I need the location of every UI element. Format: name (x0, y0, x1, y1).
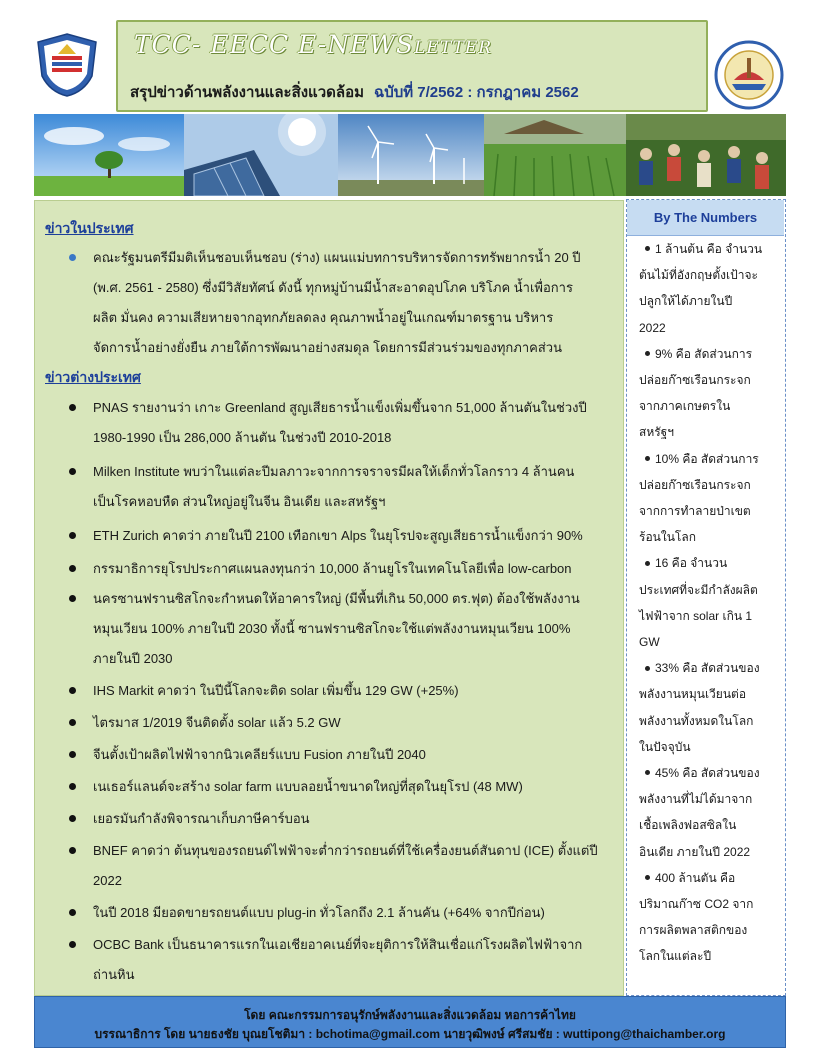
bullet-icon (69, 847, 76, 854)
bullet-icon (69, 719, 76, 726)
numbers-line: จากการทำลายป่าเขต (639, 504, 751, 519)
newsletter-subtitle: สรุปข่าวด้านพลังงานและสิ่งแวดล้อม ฉบับที่ 7/2562 : กรกฎาคม 2562 (130, 84, 579, 101)
numbers-line: ปล่อยก๊าซเรือนกระจก (639, 477, 751, 492)
numbers-line: 9% คือ สัดส่วนการ (639, 341, 783, 367)
numbers-line: GW (639, 635, 660, 650)
tcc-eecc-logo (34, 32, 100, 98)
header-banner (116, 20, 708, 112)
numbers-line: อินเดีย ภายในปี 2022 (639, 844, 751, 859)
list-item: BNEF คาดว่า ต้นทุนของรถยนต์ไฟฟ้าจะต่ำกว่ารถยนต์ที่ใช้เครื่องยนต์สันดาป (ICE) ตั้งแต่ปี 2022 (35, 836, 625, 896)
numbers-line: ปลูกให้ได้ภายในปี (639, 294, 733, 309)
tree-field-photo (34, 114, 184, 196)
numbers-line: ไฟฟ้าจาก solar เกิน 1 (639, 608, 753, 623)
numbers-line: ปล่อยก๊าซเรือนกระจก (639, 373, 751, 388)
numbers-line: 33% คือ สัดส่วนของ (639, 655, 783, 681)
bullet-icon (69, 687, 76, 694)
list-item: PNAS รายงานว่า เกาะ Greenland สูญเสียธารน้ำแข็งเพิ่มขึ้นจาก 51,000 ล้านตันในช่วงปี 1980-1990 เป็น 286,000 ล้านตัน ในช่วงปี 2010-2018 (35, 393, 625, 453)
international-news-heading: ข่าวต่างประเทศ (45, 369, 141, 385)
domestic-news-list (35, 243, 625, 363)
by-the-numbers-sidebar (626, 199, 786, 996)
list-item: ETH Zurich คาดว่า ภายในปี 2100 เทือกเขา Alps ในยุโรปจะสูญเสียธารน้ำแข็งกว่า 90% (35, 521, 625, 551)
numbers-line: 2022 (639, 320, 666, 335)
numbers-line: 10% คือ สัดส่วนการ (639, 446, 783, 472)
bullet-icon (69, 815, 76, 822)
bullet-icon (645, 456, 650, 461)
numbers-line: 45% คือ สัดส่วนของ (639, 760, 783, 786)
bullet-icon (69, 941, 76, 948)
issue-number: ฉบับที่ 7/2562 : กรกฎาคม 2562 (373, 84, 579, 101)
rice-field-photo (484, 114, 626, 196)
list-item: OCBC Bank เป็นธนาคารแรกในเอเชียอาคเนย์ที่จะยุติการให้สินเชื่อแก่โรงผลิตไฟฟ้าจาก ถ่านหิน (35, 930, 625, 990)
list-item: เนเธอร์แลนด์จะสร้าง solar farm แบบลอยน้ำขนาดใหญ่ที่สุดในยุโรป (48 MW) (35, 772, 625, 802)
list-item: Milken Institute พบว่าในแต่ละปีมลภาวะจากการจราจรมีผลให้เด็กทั่วโลกราว 4 ล้านคน เป็นโรคหอบหืด ส่วนใหญ่อยู่ในจีน อินเดีย และสหรัฐฯ (35, 457, 625, 517)
numbers-line: พลังงานทั้งหมดในโลก (639, 713, 754, 728)
bullet-icon (69, 468, 76, 475)
footer-editors: บรรณาธิการ โดย นายธงชัย บุณยโชติมา : bchotima@gmail.com นายวุฒิพงษ์ ศรีสมชัย : wuttipong@thaichamber.org (94, 1027, 726, 1041)
numbers-line: พลังงานที่ไม่ได้มาจาก (639, 792, 753, 807)
numbers-line: ร้อนในโลก (639, 530, 696, 545)
list-item: กรรมาธิการยุโรปประกาศแผนลงทุนกว่า 10,000 ล้านยูโรในเทคโนโลยีเพื่อ low-carbon (35, 554, 625, 584)
list-item: ไตรมาส 1/2019 จีนติดตั้ง solar แล้ว 5.2 GW (35, 708, 625, 738)
bullet-icon (645, 770, 650, 775)
solar-panels-photo (184, 114, 338, 196)
numbers-line: เชื้อเพลิงฟอสซิลใน (639, 818, 737, 833)
newsletter-title: TCC- EECC E-NEWSLETTER (134, 30, 493, 59)
board-of-trade-seal (714, 40, 784, 110)
numbers-line: 400 ล้านตัน คือ (639, 865, 783, 891)
bullet-icon (645, 246, 650, 251)
international-news-list (35, 393, 625, 990)
numbers-line: ประเทศที่จะมีกำลังผลิต (639, 582, 758, 597)
bullet-icon (645, 351, 650, 356)
bullet-icon (69, 751, 76, 758)
list-item: จีนตั้งเป้าผลิตไฟฟ้าจากนิวเคลียร์แบบ Fusion ภายในปี 2040 (35, 740, 625, 770)
list-item: คณะรัฐมนตรีมีมติเห็นชอบเห็นชอบ (ร่าง) แผนแม่บทการบริหารจัดการทรัพยากรน้ำ 20 ปี (พ.ศ. 2561 - 2580) ซึ่งมีวิสัยทัศน์ ดังนี้ ทุกหมู่บ้านมีน้ำสะอาดอุปโภค บริโภค น้ำเพื่อการ ผลิต มั่นคง ความเสียหายจากอุทกภัยลดลง คุณภาพน้ำอยู่ในเกณฑ์มาตรฐาน บริหาร จัดการน้ำอย่างยั่งยืน ภายใต้การพัฒนาอย่างสมดุล โดยการมีส่วนร่วมของทุกภาคส่วน (35, 243, 625, 363)
numbers-line: ในปัจจุบัน (639, 739, 691, 754)
list-item: ในปี 2018 มียอดขายรถยนต์แบบ plug-in ทั่วโลกถึง 2.1 ล้านคัน (+64% จากปีก่อน) (35, 898, 625, 928)
news-content (34, 200, 624, 996)
bullet-icon (645, 666, 650, 671)
domestic-news-heading: ข่าวในประเทศ (45, 220, 134, 236)
numbers-line: 16 คือ จำนวน (639, 550, 783, 576)
numbers-line: สหรัฐฯ (639, 425, 675, 440)
community-group-photo (626, 114, 786, 196)
numbers-line: พลังงานหมุนเวียนต่อ (639, 687, 747, 702)
numbers-line: การผลิตพลาสติกของ (639, 923, 748, 938)
bullet-icon (69, 783, 76, 790)
numbers-line: ปริมาณก๊าซ CO2 จาก (639, 897, 754, 912)
numbers-line: โลกในแต่ละปี (639, 949, 712, 964)
numbers-line: จากภาคเกษตรใน (639, 399, 731, 414)
footer-publisher: โดย คณะกรรมการอนุรักษ์พลังงานและสิ่งแวดล้อม หอการค้าไทย (244, 1008, 576, 1022)
bullet-icon (645, 561, 650, 566)
numbers-line: ต้นไม้ที่อังกฤษตั้งเป้าจะ (639, 268, 758, 283)
bullet-icon (69, 595, 76, 602)
list-item: นครซานฟรานซิสโกจะกำหนดให้อาคารใหญ่ (มีพื้นที่เกิน 50,000 ตร.ฟุต) ต้องใช้พลังงาน หมุนเวียน 100% ภายในปี 2030 ทั้งนี้ ซานฟรานซิสโกจะใช้แต่พลังงานหมุนเวียน 100% ภายในปี 2030 (35, 584, 625, 674)
bullet-icon (69, 404, 76, 411)
bullet-icon (645, 875, 650, 880)
footer-bar (34, 996, 786, 1048)
numbers-list (639, 236, 783, 970)
bullet-icon (69, 909, 76, 916)
list-item: เยอรมันกำลังพิจารณาเก็บภาษีคาร์บอน (35, 804, 625, 834)
numbers-line: 1 ล้านต้น คือ จำนวน (639, 236, 783, 262)
sidebar-heading: By The Numbers (627, 200, 784, 236)
bullet-icon (69, 254, 76, 261)
bullet-icon (69, 532, 76, 539)
list-item: IHS Markit คาดว่า ในปีนี้โลกจะติด solar เพิ่มขึ้น 129 GW (+25%) (35, 676, 625, 706)
wind-turbines-photo (338, 114, 484, 196)
bullet-icon (69, 565, 76, 572)
